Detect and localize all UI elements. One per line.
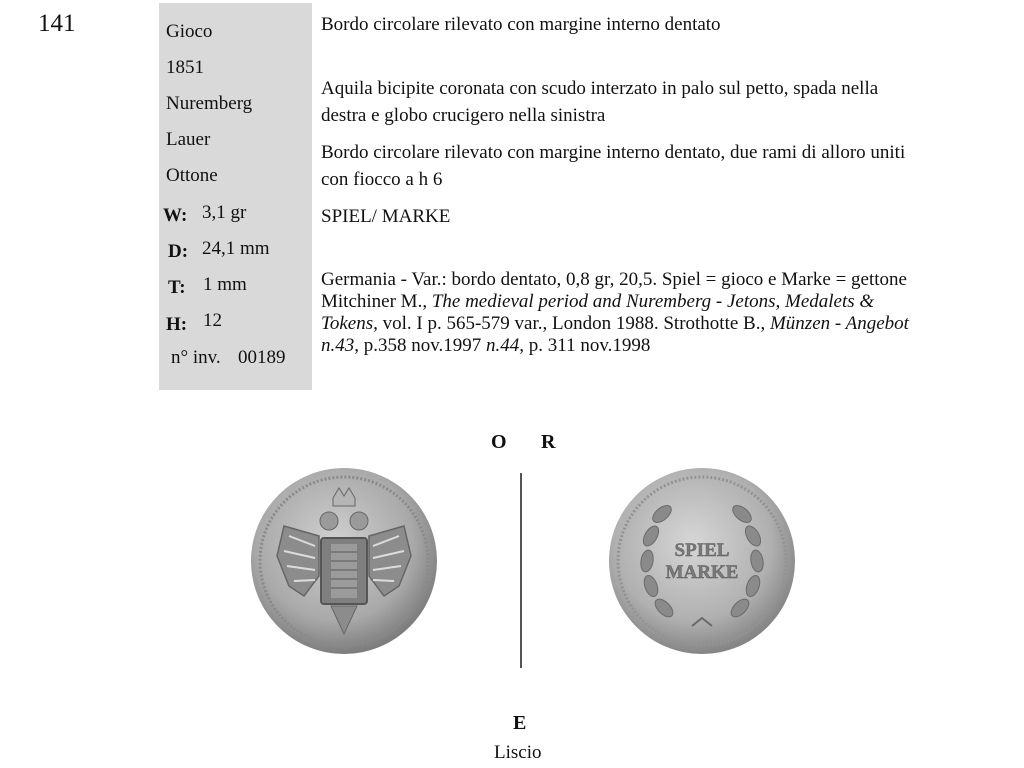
- weight-label: W:: [163, 205, 188, 226]
- catalog-number: 141: [38, 10, 76, 37]
- year-text: 1851: [166, 57, 204, 78]
- city-text: Nuremberg: [166, 93, 253, 114]
- diameter-label: D:: [168, 241, 189, 262]
- coin-divider: [520, 473, 522, 668]
- obverse-letter: O: [491, 431, 507, 453]
- reverse-border-text: Bordo circolare rilevato con margine interno dentato, due rami di alloro uniti con fiocco a h 6: [321, 142, 906, 190]
- maker-text: Lauer: [166, 129, 211, 150]
- obverse-coin-image: [249, 466, 439, 656]
- diameter-value: 24,1 mm: [202, 238, 270, 259]
- reference-text: Germania - Var.: bordo dentato, 0,8 gr, 20,5. Spiel = gioco e Marke = gettone Mitchiner M., The medieval period and Nuremberg - Jetons, Medalets & Tokens, vol. I p. 565-579 var., London 1988. Strothotte B., Münzen - Angebot n.43, p.358 nov.1997 n.44, p. 311 nov.1998: [321, 269, 909, 356]
- inventory-label: n° inv.: [171, 347, 221, 368]
- axis-value: 12: [203, 310, 222, 331]
- coin-legend-line1: SPIEL: [674, 540, 730, 561]
- reverse-coin-image: [607, 466, 797, 656]
- thickness-label: T:: [168, 277, 186, 298]
- inventory-value: 00189: [238, 347, 286, 368]
- obverse-border-text: Bordo circolare rilevato con margine interno dentato: [321, 14, 721, 35]
- weight-value: 3,1 gr: [202, 202, 247, 223]
- obverse-type-text: Aquila bicipite coronata con scudo interzato in palo sul petto, spada nella destra e globo crucigero nella sinistra: [321, 78, 879, 126]
- reverse-letter: R: [541, 431, 556, 453]
- thickness-value: 1 mm: [203, 274, 247, 295]
- metal-text: Ottone: [166, 165, 218, 186]
- coin-legend-line2: MARKE: [665, 562, 739, 583]
- axis-label: H:: [166, 314, 188, 335]
- category-text: Gioco: [166, 21, 213, 42]
- edge-letter: E: [513, 712, 527, 734]
- edge-text: Liscio: [494, 742, 542, 763]
- reverse-legend-text: SPIEL/ MARKE: [321, 206, 451, 227]
